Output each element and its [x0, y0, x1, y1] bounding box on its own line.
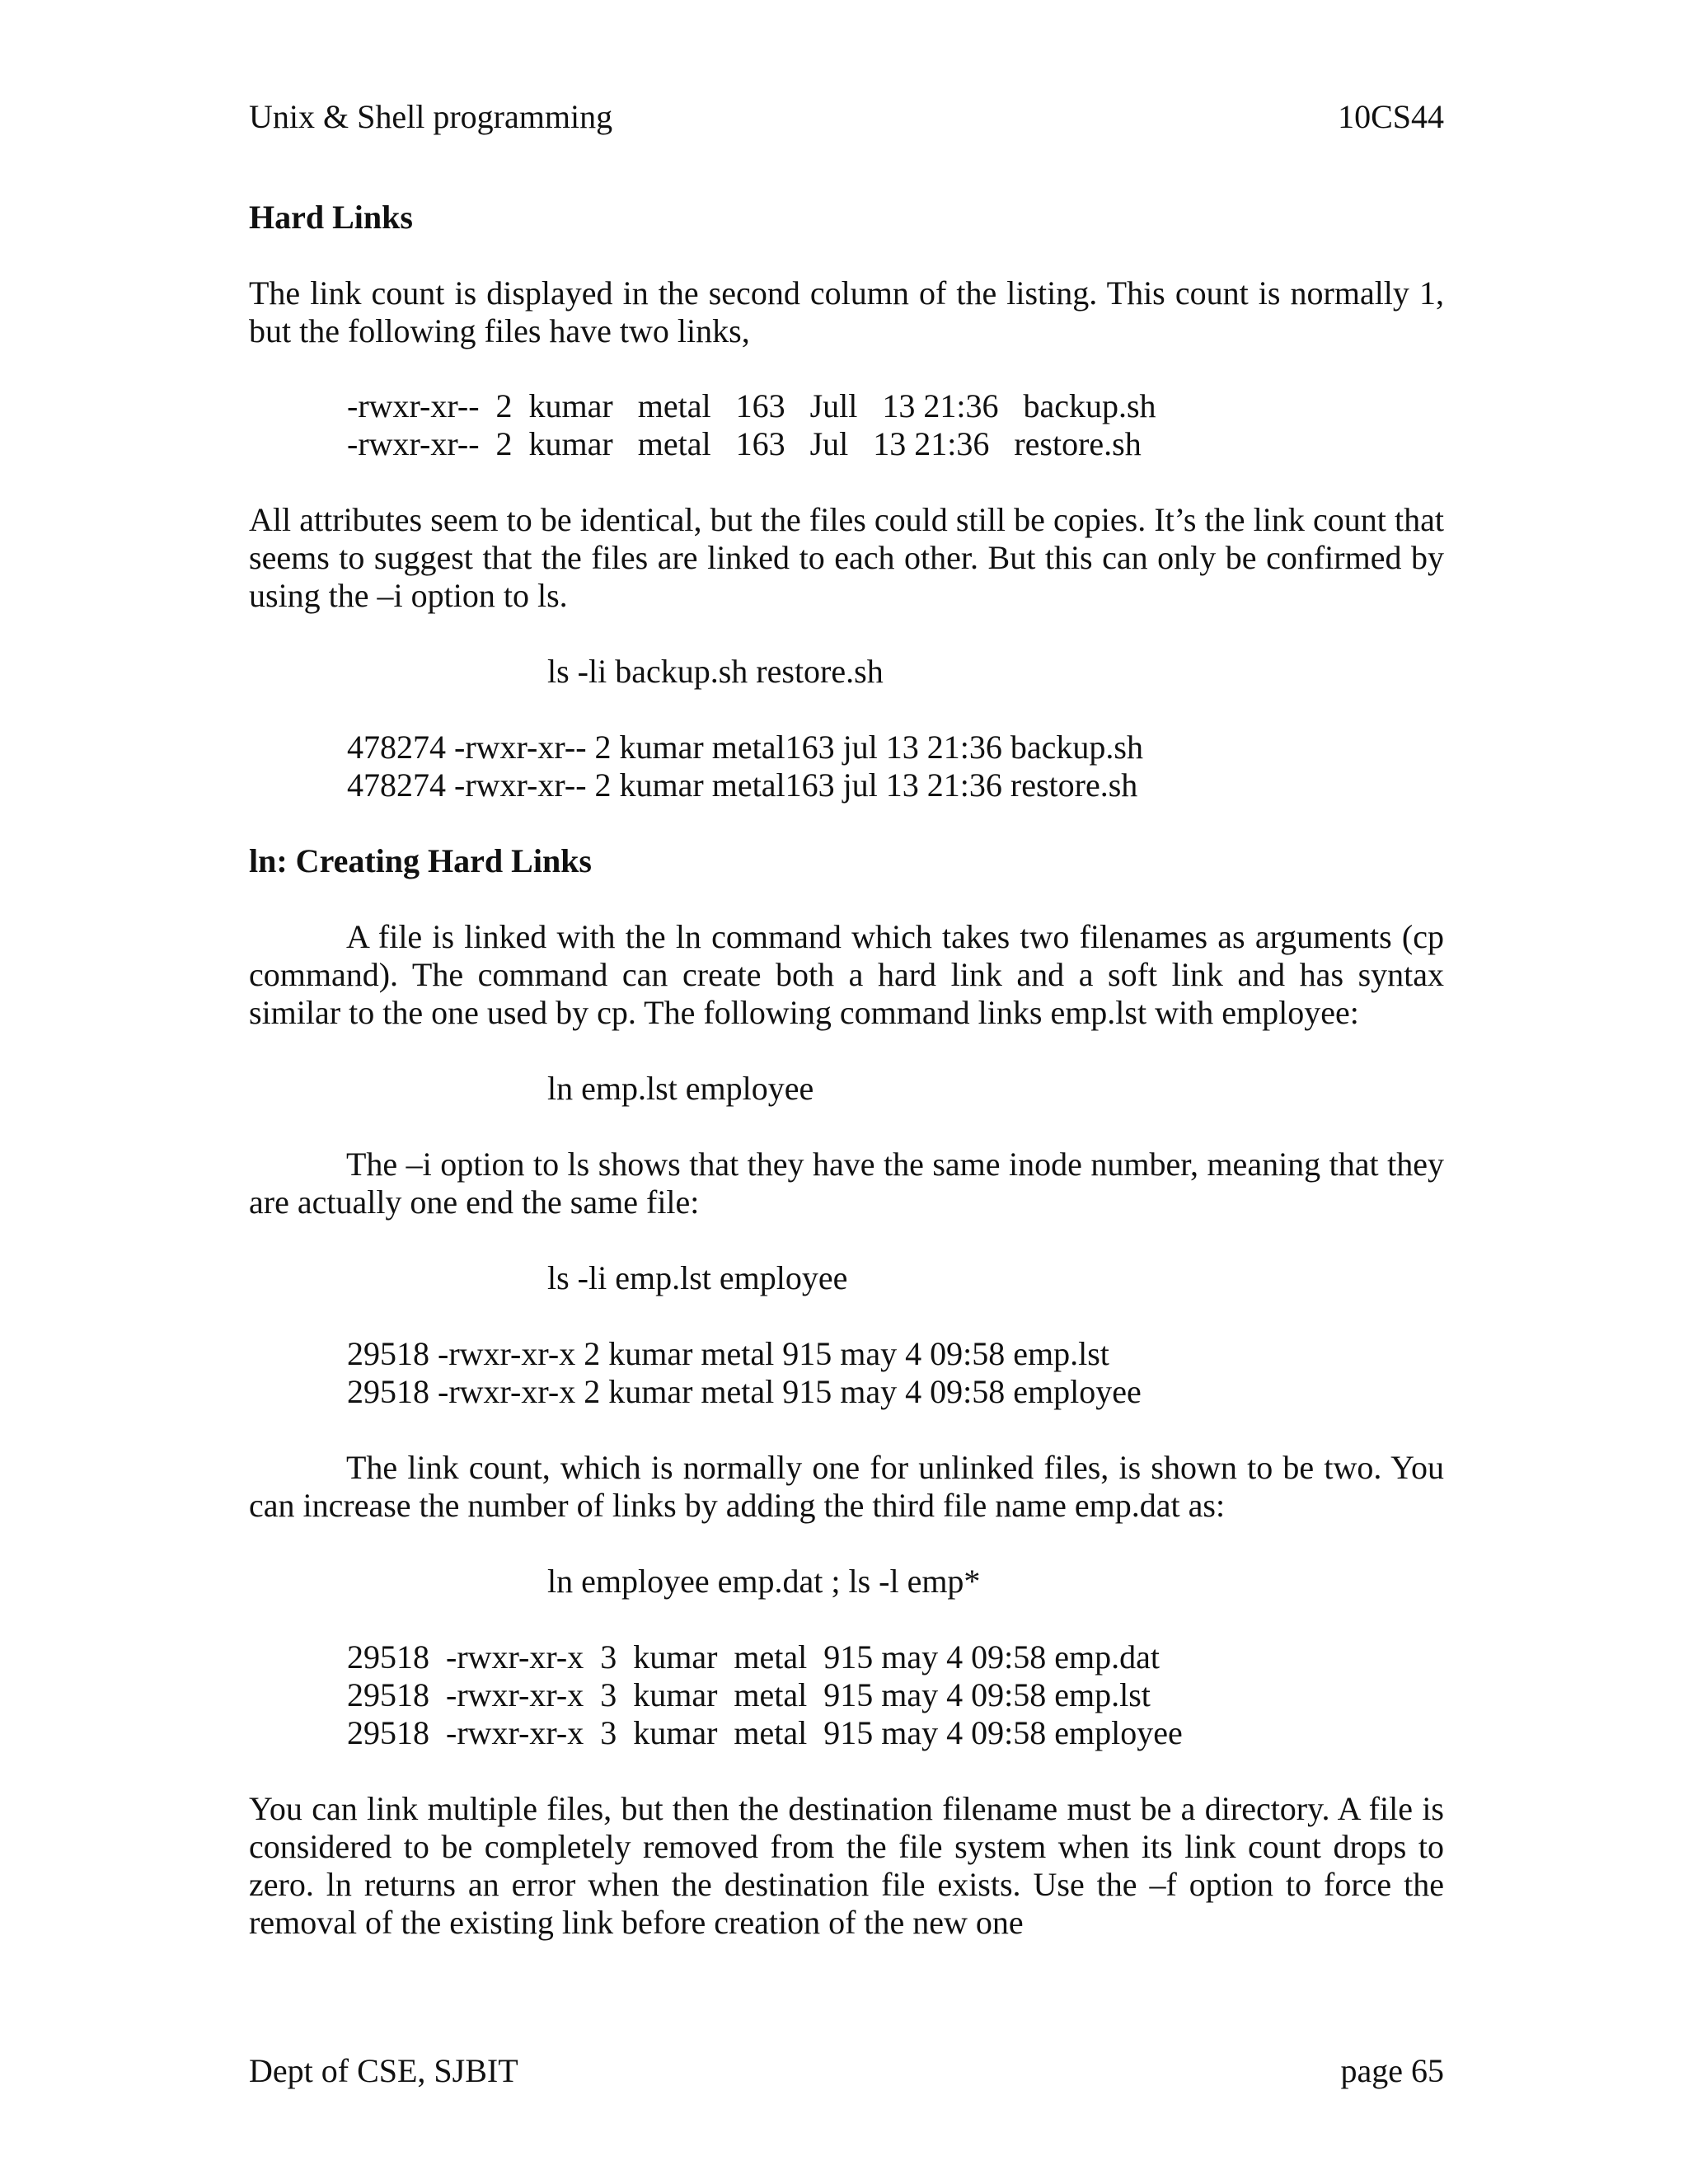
command-ls-li-backup: ls -li backup.sh restore.sh [547, 653, 884, 690]
paragraph-ln-command: A file is linked with the ln command which takes two filenames as arguments (cp command). The command can create both a hard link and a soft link and has syntax similar to the one used by cp. The following command links emp.lst with employee: [249, 918, 1444, 1031]
paragraph-link-count: The link count is displayed in the second column of the listing. This count is normally 1, but the following files have two links, [249, 274, 1444, 349]
listing-line-2: -rwxr-xr-- 2 kumar metal 163 Jul 13 21:36 restore.sh [347, 425, 1142, 462]
output-line-2: 478274 -rwxr-xr-- 2 kumar metal163 jul 13 21:36 restore.sh [347, 766, 1138, 804]
heading-ln-creating-hard-links: ln: Creating Hard Links [249, 842, 592, 879]
paragraph-attributes: All attributes seem to be identical, but the files could still be copies. It’s the link count that seems to suggest that the files are linked to each other. But this can only be confirmed by using the –i option to ls. [249, 501, 1444, 614]
paragraph-multiple-files: You can link multiple files, but then the destination filename must be a directory. A file is considered to be completely removed from the file system when its link count drops to zero. ln returns an error when the destination file exists. Use the –f option to force the removal of the existing link before creation of the new one [249, 1790, 1444, 1941]
paragraph-link-count-two: The link count, which is normally one for unlinked files, is shown to be two. You can increase the number of links by adding the third file name emp.dat as: [249, 1449, 1444, 1524]
command-ln-emp-dat: ln employee emp.dat ; ls -l emp* [547, 1563, 981, 1600]
heading-hard-links: Hard Links [249, 199, 413, 236]
output-three-line-1: 29518 -rwxr-xr-x 3 kumar metal 915 may 4 09:58 emp.dat [347, 1638, 1160, 1675]
paragraph-inode: The –i option to ls shows that they have the same inode number, meaning that they are actually one end the same file: [249, 1146, 1444, 1221]
output-emp-line-1: 29518 -rwxr-xr-x 2 kumar metal 915 may 4 09:58 emp.lst [347, 1335, 1109, 1372]
command-ls-li-emp: ls -li emp.lst employee [547, 1259, 848, 1296]
output-three-line-2: 29518 -rwxr-xr-x 3 kumar metal 915 may 4 09:58 emp.lst [347, 1676, 1151, 1713]
output-line-1: 478274 -rwxr-xr-- 2 kumar metal163 jul 13 21:36 backup.sh [347, 729, 1143, 766]
command-ln-emp: ln emp.lst employee [547, 1070, 814, 1107]
output-emp-line-2: 29518 -rwxr-xr-x 2 kumar metal 915 may 4 09:58 employee [347, 1373, 1142, 1410]
header-course-code: 10CS44 [1338, 98, 1444, 135]
header-title: Unix & Shell programming [249, 98, 613, 135]
listing-line-1: -rwxr-xr-- 2 kumar metal 163 Jull 13 21:36 backup.sh [347, 387, 1156, 424]
footer-page-number: page 65 [1340, 2052, 1444, 2089]
output-three-line-3: 29518 -rwxr-xr-x 3 kumar metal 915 may 4 09:58 employee [347, 1714, 1183, 1751]
footer-department: Dept of CSE, SJBIT [249, 2052, 518, 2089]
